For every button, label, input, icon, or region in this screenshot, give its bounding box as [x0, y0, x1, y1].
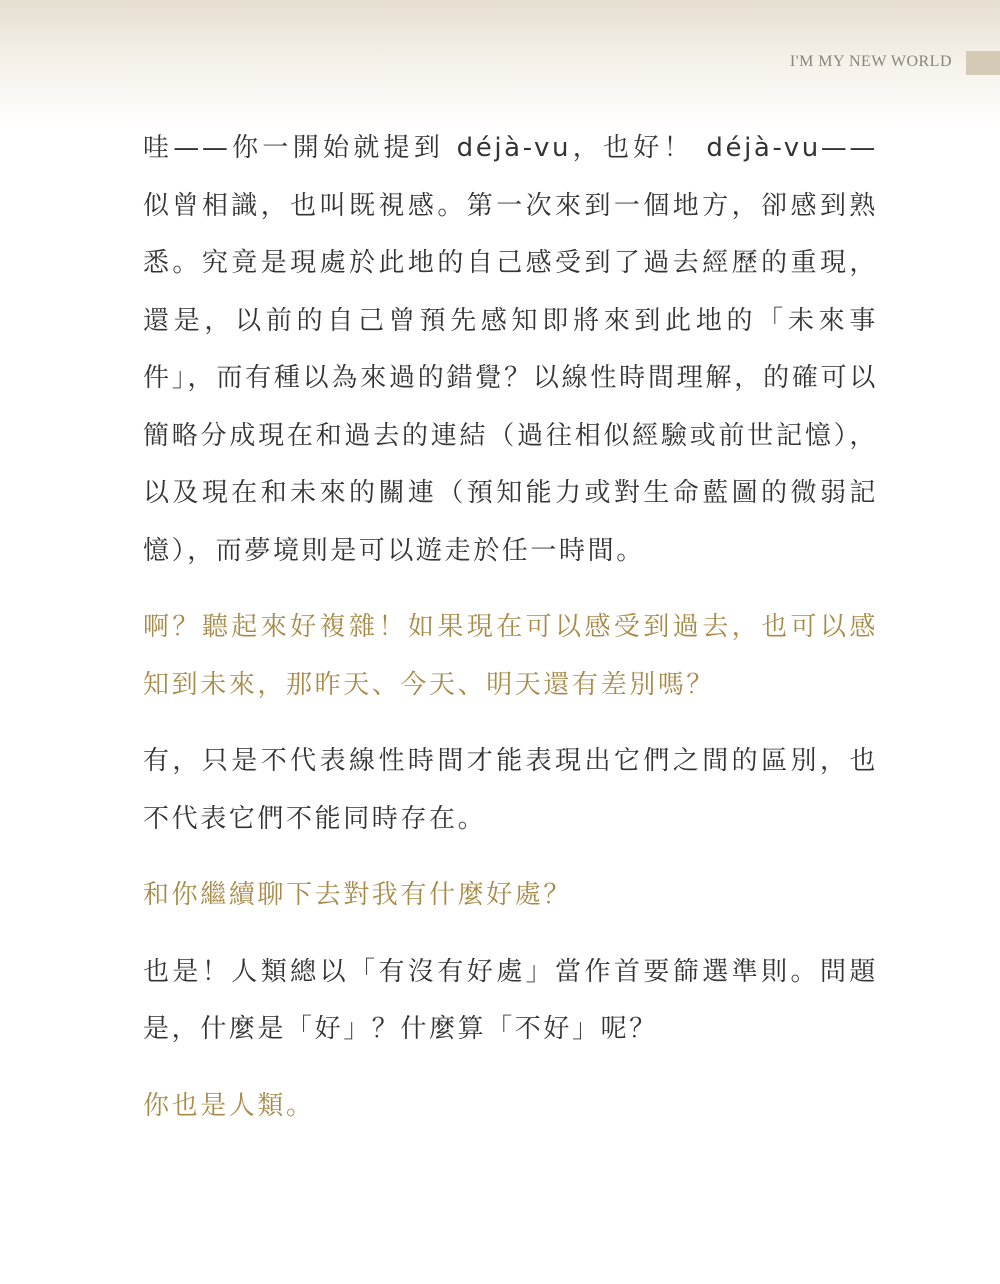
running-header-title: I'M MY NEW WORLD — [789, 53, 952, 70]
paragraph-question: 和你繼續聊下去對我有什麼好處？ — [143, 880, 573, 910]
paragraph-answer: 有，只是不代表線性時間才能表現出它們之間的區別，也不代表它們不能同時存在。 — [143, 746, 878, 834]
page-body — [143, 120, 878, 1135]
header-tab-marker — [966, 51, 1000, 75]
paragraph-answer: 哇——你一開始就提到 déjà-vu，也好！ déjà-vu——似曾相識，也叫既視感。第一次來到一個地方，卻感到熟悉。究竟是現處於此地的自己感受到了過去經歷的重現，還是，以前的自己曾預先感知即將來到此地的「未來事件」，而有種以為來過的錯覺？以線性時間理解，的確可以簡略分成現在和過去的連結（過往相似經驗或前世記憶），以及現在和未來的關連（預知能力或對生命藍圖的微弱記憶），而夢境則是可以遊走於任一時間。 — [143, 133, 878, 566]
paragraph-answer: 也是！人類總以「有沒有好處」當作首要篩選準則。問題是，什麼是「好」？什麼算「不好」呢？ — [143, 956, 878, 1044]
paragraph-question: 你也是人類。 — [143, 1090, 315, 1121]
paragraph-question: 啊？聽起來好複雜！如果現在可以感受到過去，也可以感知到未來，那昨天、今天、明天還有差別嗎？ — [143, 612, 878, 700]
